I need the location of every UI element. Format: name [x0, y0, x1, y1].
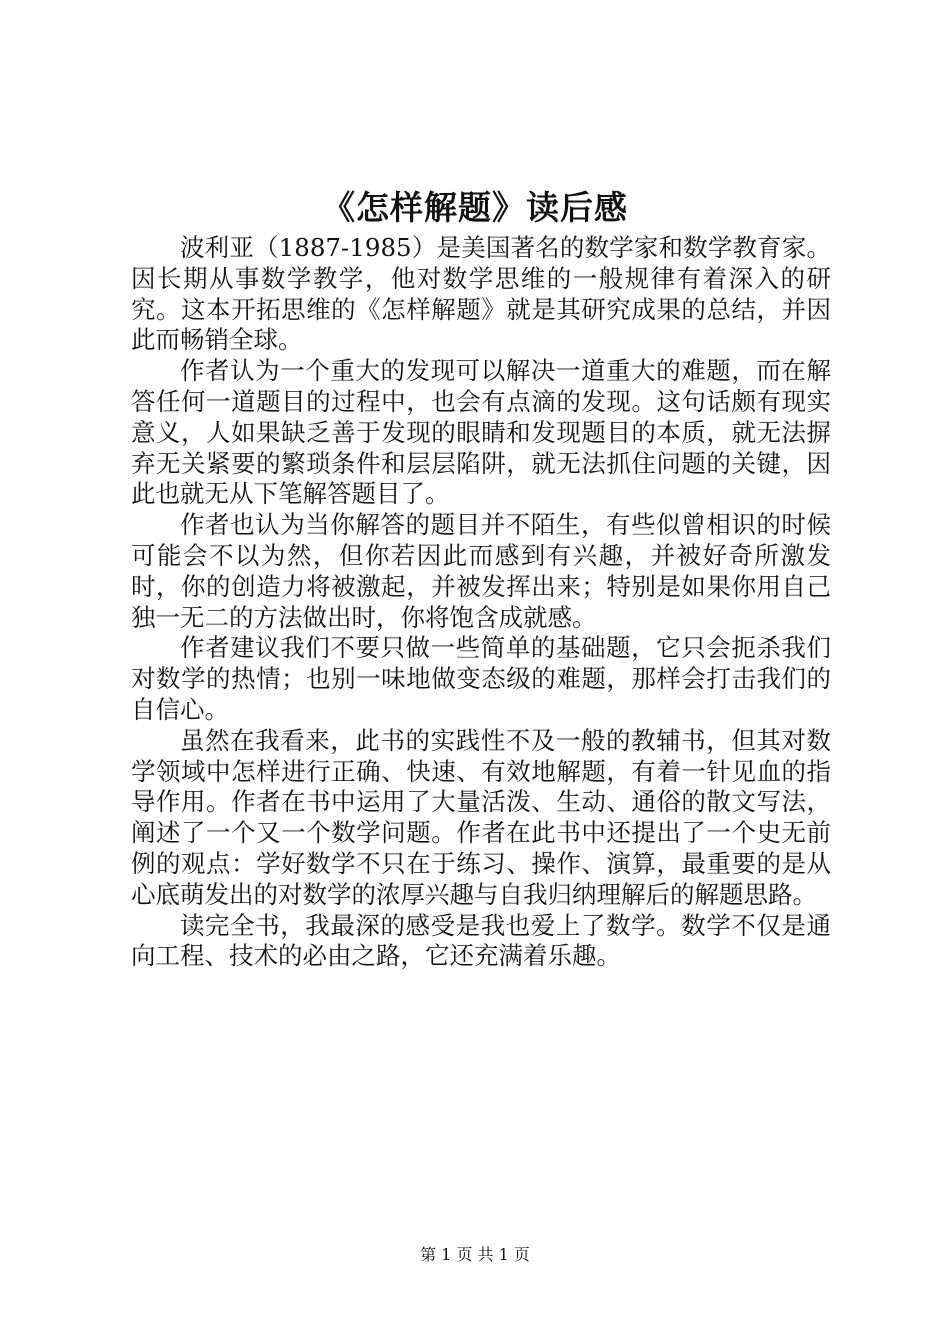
document-body [131, 233, 831, 972]
paragraph-3: 作者也认为当你解答的题目并不陌生，有些似曾相识的时候可能会不以为然，但你若因此而感到有兴趣，并被好奇所激发时，你的创造力将被激起，并被发挥出来；特别是如果你用自己独一无二的方法做出时，你将饱含成就感。 [131, 510, 831, 632]
paragraph-6: 读完全书，我最深的感受是我也爱上了数学。数学不仅是通向工程、技术的必由之路，它还充满着乐趣。 [131, 910, 831, 971]
paragraph-4: 作者建议我们不要只做一些简单的基础题，它只会扼杀我们对数学的热情；也别一味地做变态级的难题，那样会打击我们的自信心。 [131, 633, 831, 724]
paragraph-5: 虽然在我看来，此书的实践性不及一般的教辅书，但其对数学领域中怎样进行正确、快速、有效地解题，有着一针见血的指导作用。作者在书中运用了大量活泼、生动、通俗的散文写法，阐述了一个又一个数学问题。作者在此书中还提出了一个史无前例的观点：学好数学不只在于练习、操作、演算，最重要的是从心底萌发出的对数学的浓厚兴趣与自我归纳理解后的解题思路。 [131, 725, 831, 909]
paragraph-1: 波利亚（1887-1985）是美国著名的数学家和数学教育家。因长期从事数学教学，他对数学思维的一般规律有着深入的研究。这本开拓思维的《怎样解题》就是其研究成果的总结，并因此而畅销全球。 [131, 233, 831, 355]
document-title: 《怎样解题》读后感 [322, 188, 628, 227]
paragraph-2: 作者认为一个重大的发现可以解决一道重大的难题，而在解答任何一道题目的过程中，也会有点滴的发现。这句话颇有现实意义，人如果缺乏善于发现的眼睛和发现题目的本质，就无法摒弃无关紧要的繁琐条件和层层陷阱，就无法抓住问题的关键，因此也就无从下笔解答题目了。 [131, 356, 831, 509]
page-footer: 第 1 页 共 1 页 [420, 1245, 530, 1264]
